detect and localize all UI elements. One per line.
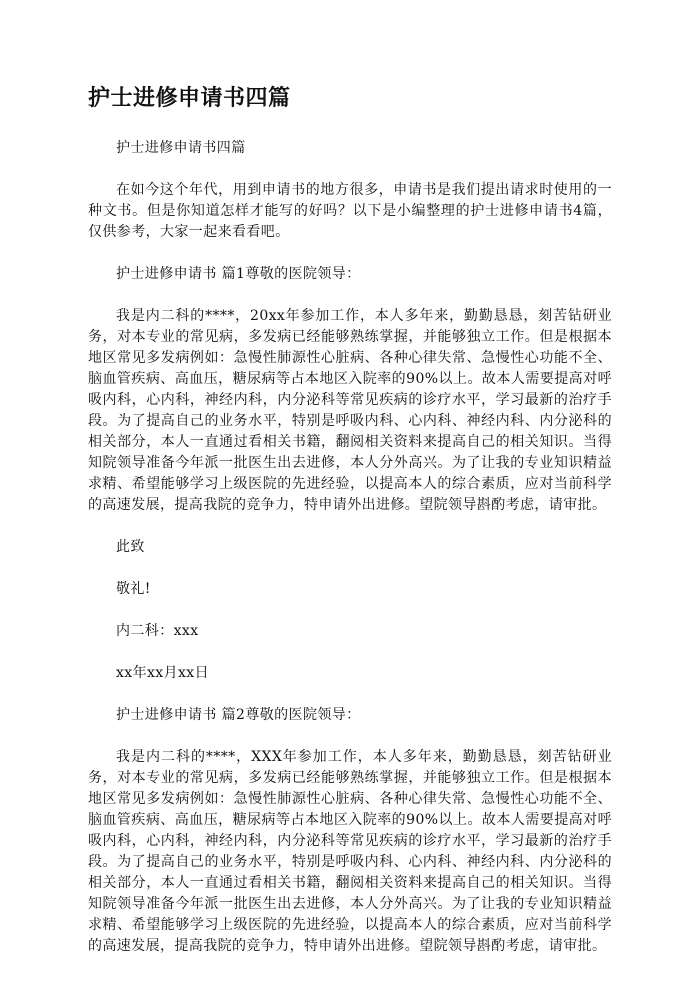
intro-paragraph: 在如今这个年代，用到申请书的地方很多，申请书是我们提出请求时使用的一种文书。但是你知道怎样才能写的好吗？以下是小编整理的护士进修申请书4篇，仅供参考，大家一起来看看吧。 xyxy=(88,182,612,240)
subtitle-paragraph: 护士进修申请书四篇 xyxy=(116,140,246,156)
section-2-heading: 护士进修申请书 篇2尊敬的医院领导： xyxy=(116,707,361,723)
closing-regards: 敬礼! xyxy=(116,581,151,597)
closing-salutation: 此致 xyxy=(116,539,145,555)
date: xx年xx月xx日 xyxy=(116,665,209,681)
section-2-body: 我是内二科的****，XXX年参加工作，本人多年来，勤勤恳恳，刻苦钻研业务，对本专业的常见病，多发病已经能够熟练掌握，并能够独立工作。但是根据本地区常见多发病例如：急慢性肺源性心脏病、各种心律失常、急慢性心功能不全、脑血管疾病、高血压，糖尿病等占本地区入院率的90%以上。故本人需要提高对呼吸内科，心内科，神经内科，内分泌科等常见疾病的诊疗水平，学习最新的治疗手段。为了提高自己的业务水平，特别是呼吸内科、心内科、神经内科、内分泌科的相关部分，本人一直通过看相关书籍，翻阅相关资料来提高自己的相关知识。当得知院领导准备今年派一批医生出去进修，本人分外高兴。为了让我的专业知识精益求精、希望能够学习上级医院的先进经验，以提高本人的综合素质，应对当前科学的高速发展，提高我院的竞争力，特申请外出进修。望院领导斟酌考虑，请审批。 xyxy=(88,749,612,954)
signature: 内二科：xxx xyxy=(116,623,199,639)
section-1-body: 我是内二科的****，20xx年参加工作，本人多年来，勤勤恳恳，刻苦钻研业务，对本专业的常见病，多发病已经能够熟练掌握，并能够独立工作。但是根据本地区常见多发病例如：急慢性肺源性心脏病、各种心律失常、急慢性心功能不全、脑血管疾病、高血压，糖尿病等占本地区入院率的90%以上。故本人需要提高对呼吸内科，心内科，神经内科，内分泌科等常见疾病的诊疗水平，学习最新的治疗手段。为了提高自己的业务水平，特别是呼吸内科、心内科、神经内科、内分泌科的相关部分，本人一直通过看相关书籍，翻阅相关资料来提高自己的相关知识。当得知院领导准备今年派一批医生出去进修，本人分外高兴。为了让我的专业知识精益求精、希望能够学习上级医院的先进经验，以提高本人的综合素质，应对当前科学的高速发展，提高我院的竞争力，特申请外出进修。望院领导斟酌考虑，请审批。 xyxy=(88,308,612,513)
document-title: 护士进修申请书四篇 xyxy=(88,86,291,111)
section-1-heading: 护士进修申请书 篇1尊敬的医院领导： xyxy=(116,266,361,282)
